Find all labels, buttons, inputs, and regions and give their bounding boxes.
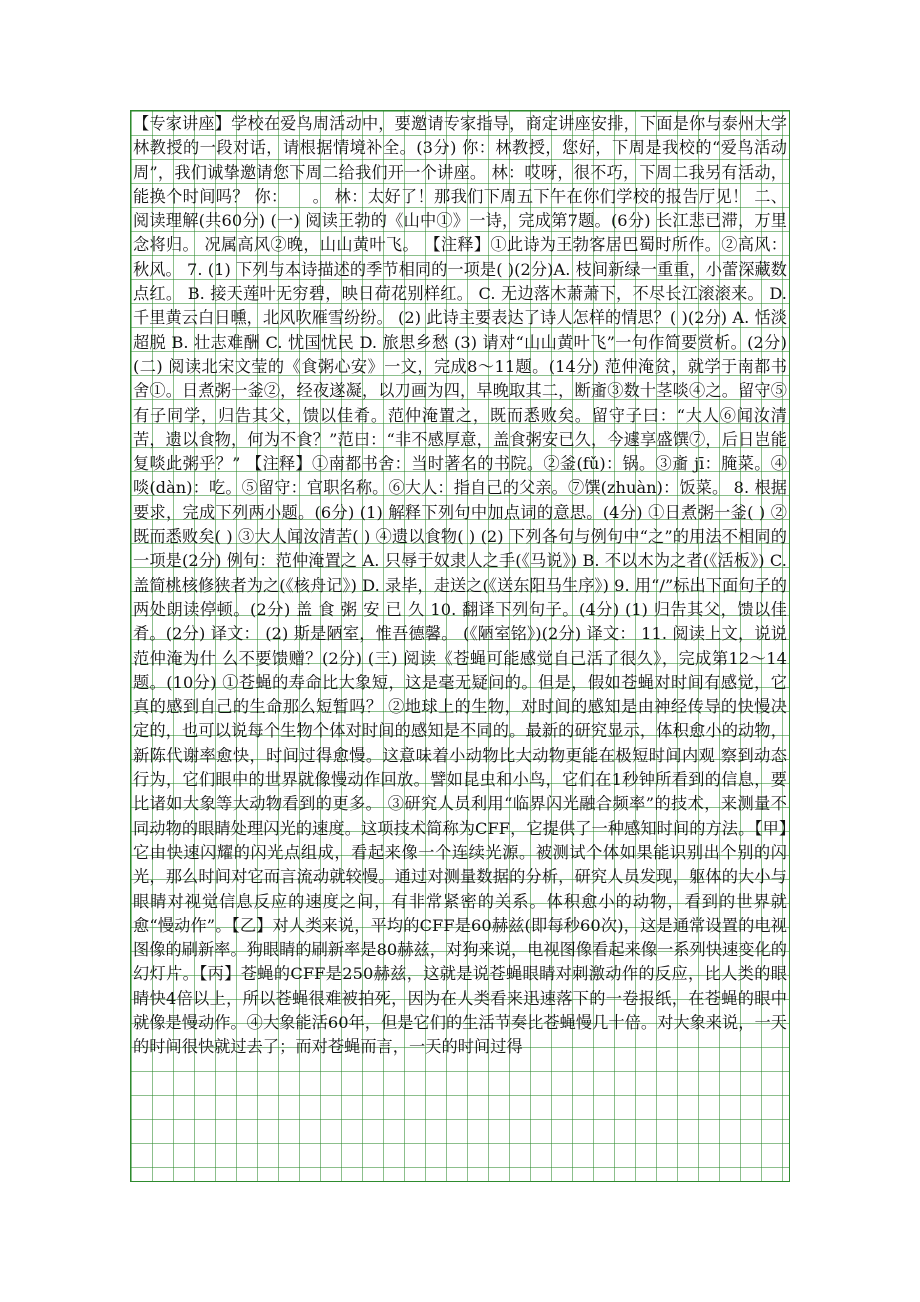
grid-paper-sheet: [130, 110, 790, 1182]
document-paragraph: 【专家讲座】学校在爱鸟周活动中，要邀请专家指导，商定讲座安排，下面是你与泰州大学林教授的一段对话，请根据情境补全。(3分) 你：林教授，您好，下周是我校的“爱鸟活动周”，我们诚挚邀请您下周二给我们开一个讲座。 林：哎呀，很不巧，下周二我另有活动，能换个时间吗？ 你： 。 林：太好了！那我们下周五下午在你们学校的报告厅见！ 二、阅读理解(共60分) (一) 阅读王勃的《山中①》一诗，完成第7题。(6分) 长江悲已滞，万里念将归。 况属高风②晚，山山黄叶飞。 【注释】①此诗为王勃客居巴蜀时所作。②高风：秋风。 7. (1) 下列与本诗描述的季节相同的一项是( )(2分)A. 枝间新绿一重重，小蕾深藏数点红。 B. 接天莲叶无穷碧，映日荷花别样红。 C. 无边落木萧萧下，不尽长江滚滚来。 D. 千里黄云白日曛，北风吹雁雪纷纷。 (2) 此诗主要表达了诗人怎样的情思？( )(2分) A. 恬淡超脱 B. 壮志难酬 C. 忧国忧民 D. 旅思乡愁 (3) 请对“山山黄叶飞”一句作简要赏析。(2分) (二) 阅读北宋文莹的《食粥心安》一文，完成8～11题。(14分) 范仲淹贫，就学于南都书舍①。日煮粥一釜②，经夜遂凝，以刀画为四，早晚取其二，断齑③数十茎啖④之。留守⑤有子同学，归告其父，馈以佳肴。范仲淹置之，既而悉败矣。留守子曰：“大人⑥闻汝清苦，遗以食物，何为不食？”范曰：“非不感厚意，盖食粥安已久，今遽享盛馔⑦，后日岂能复啖此粥乎？” 【注释】①南都书舍：当时著名的书院。②釜(fǔ)：锅。③齑 jī：腌菜。④啖(dàn)：吃。⑤留守：官职名称。⑥大人：指自己的父亲。⑦馔(zhuàn)：饭菜。 8. 根据要求，完成下列两小题。(6分) (1) 解释下列句中加点词的意思。(4分) ①日煮粥一釜( ) ②既而悉败矣( ) ③大人闻汝清苦( ) ④遗以食物( ) (2) 下列各句与例句中“之”的用法不相同的一项是(2分) 例句：范仲淹置之 A. 只辱于奴隶人之手(《马说》) B. 不以木为之者(《活板》) C. 盖简桃核修狭者为之(《核舟记》) D. 录毕，走送之(《送东阳马生序》) 9. 用“/”标出下面句子的两处朗读停顿。(2分) 盖 食 粥 安 已 久 10. 翻译下列句子。(4分) (1) 归告其父，馈以佳肴。(2分) 译文： (2) 斯是陋室，惟吾德馨。 (《陋室铭》)(2分) 译文： 11. 阅读上文，说说范仲淹为什 么不要馈赠？(2分) (三) 阅读《苍蝇可能感觉自己活了很久》，完成第12～14题。(10分) ①苍蝇的寿命比大象短，这是毫无疑问的。但是，假如苍蝇对时间有感觉，它真的感到自己的生命那么短暂吗？ ②地球上的生物，对时间的感知是由神经传导的快慢决定的，也可以说每个生物个体对时间的感知是不同的。最新的研究显示，体积愈小的动物，新陈代谢率愈快，时间过得愈慢。这意味着小动物比大动物更能在极短时间内观 察到动态行为，它们眼中的世界就像慢动作回放。譬如昆虫和小鸟，它们在1秒钟所看到的信息，要比诸如大象等大动物看到的更多。 ③研究人员利用“临界闪光融合频率”的技术，来测量不同动物的眼睛处理闪光的速度。这项技术简称为CFF，它提供了一种感知时间的方法。【甲】它由快速闪耀的闪光点组成，看起来像一个连续光源。被测试个体如果能识别出个别的闪光，那么时间对它而言流动就较慢。通过对测量数据的分析，研究人员发现，躯体的大小与眼睛对视觉信息反应的速度之间，有非常紧密的关系。体积愈小的动物，看到的世界就愈“慢动作”。【乙】对人类来说，平均的CFF是60赫兹(即每秒60次)，这是通常设置的电视图像的刷新率。狗眼睛的刷新率是80赫兹，对狗来说，电视图像看起来像一系列快速变化的幻灯片。【丙】苍蝇的CFF是250赫兹，这就是说苍蝇眼睛对刺激动作的反应，比人类的眼睛快4倍以上，所以苍蝇很难被拍死，因为在人类看来迅速落下的一卷报纸，在苍蝇的眼中就像是慢动作。④大象能活60年，但是它们的生活节奏比苍蝇慢几十倍。对大象来说，一天的时间很快就过去了；而对苍蝇而言，一天的时间过得: [133, 114, 787, 1057]
document-body: [133, 112, 787, 1060]
